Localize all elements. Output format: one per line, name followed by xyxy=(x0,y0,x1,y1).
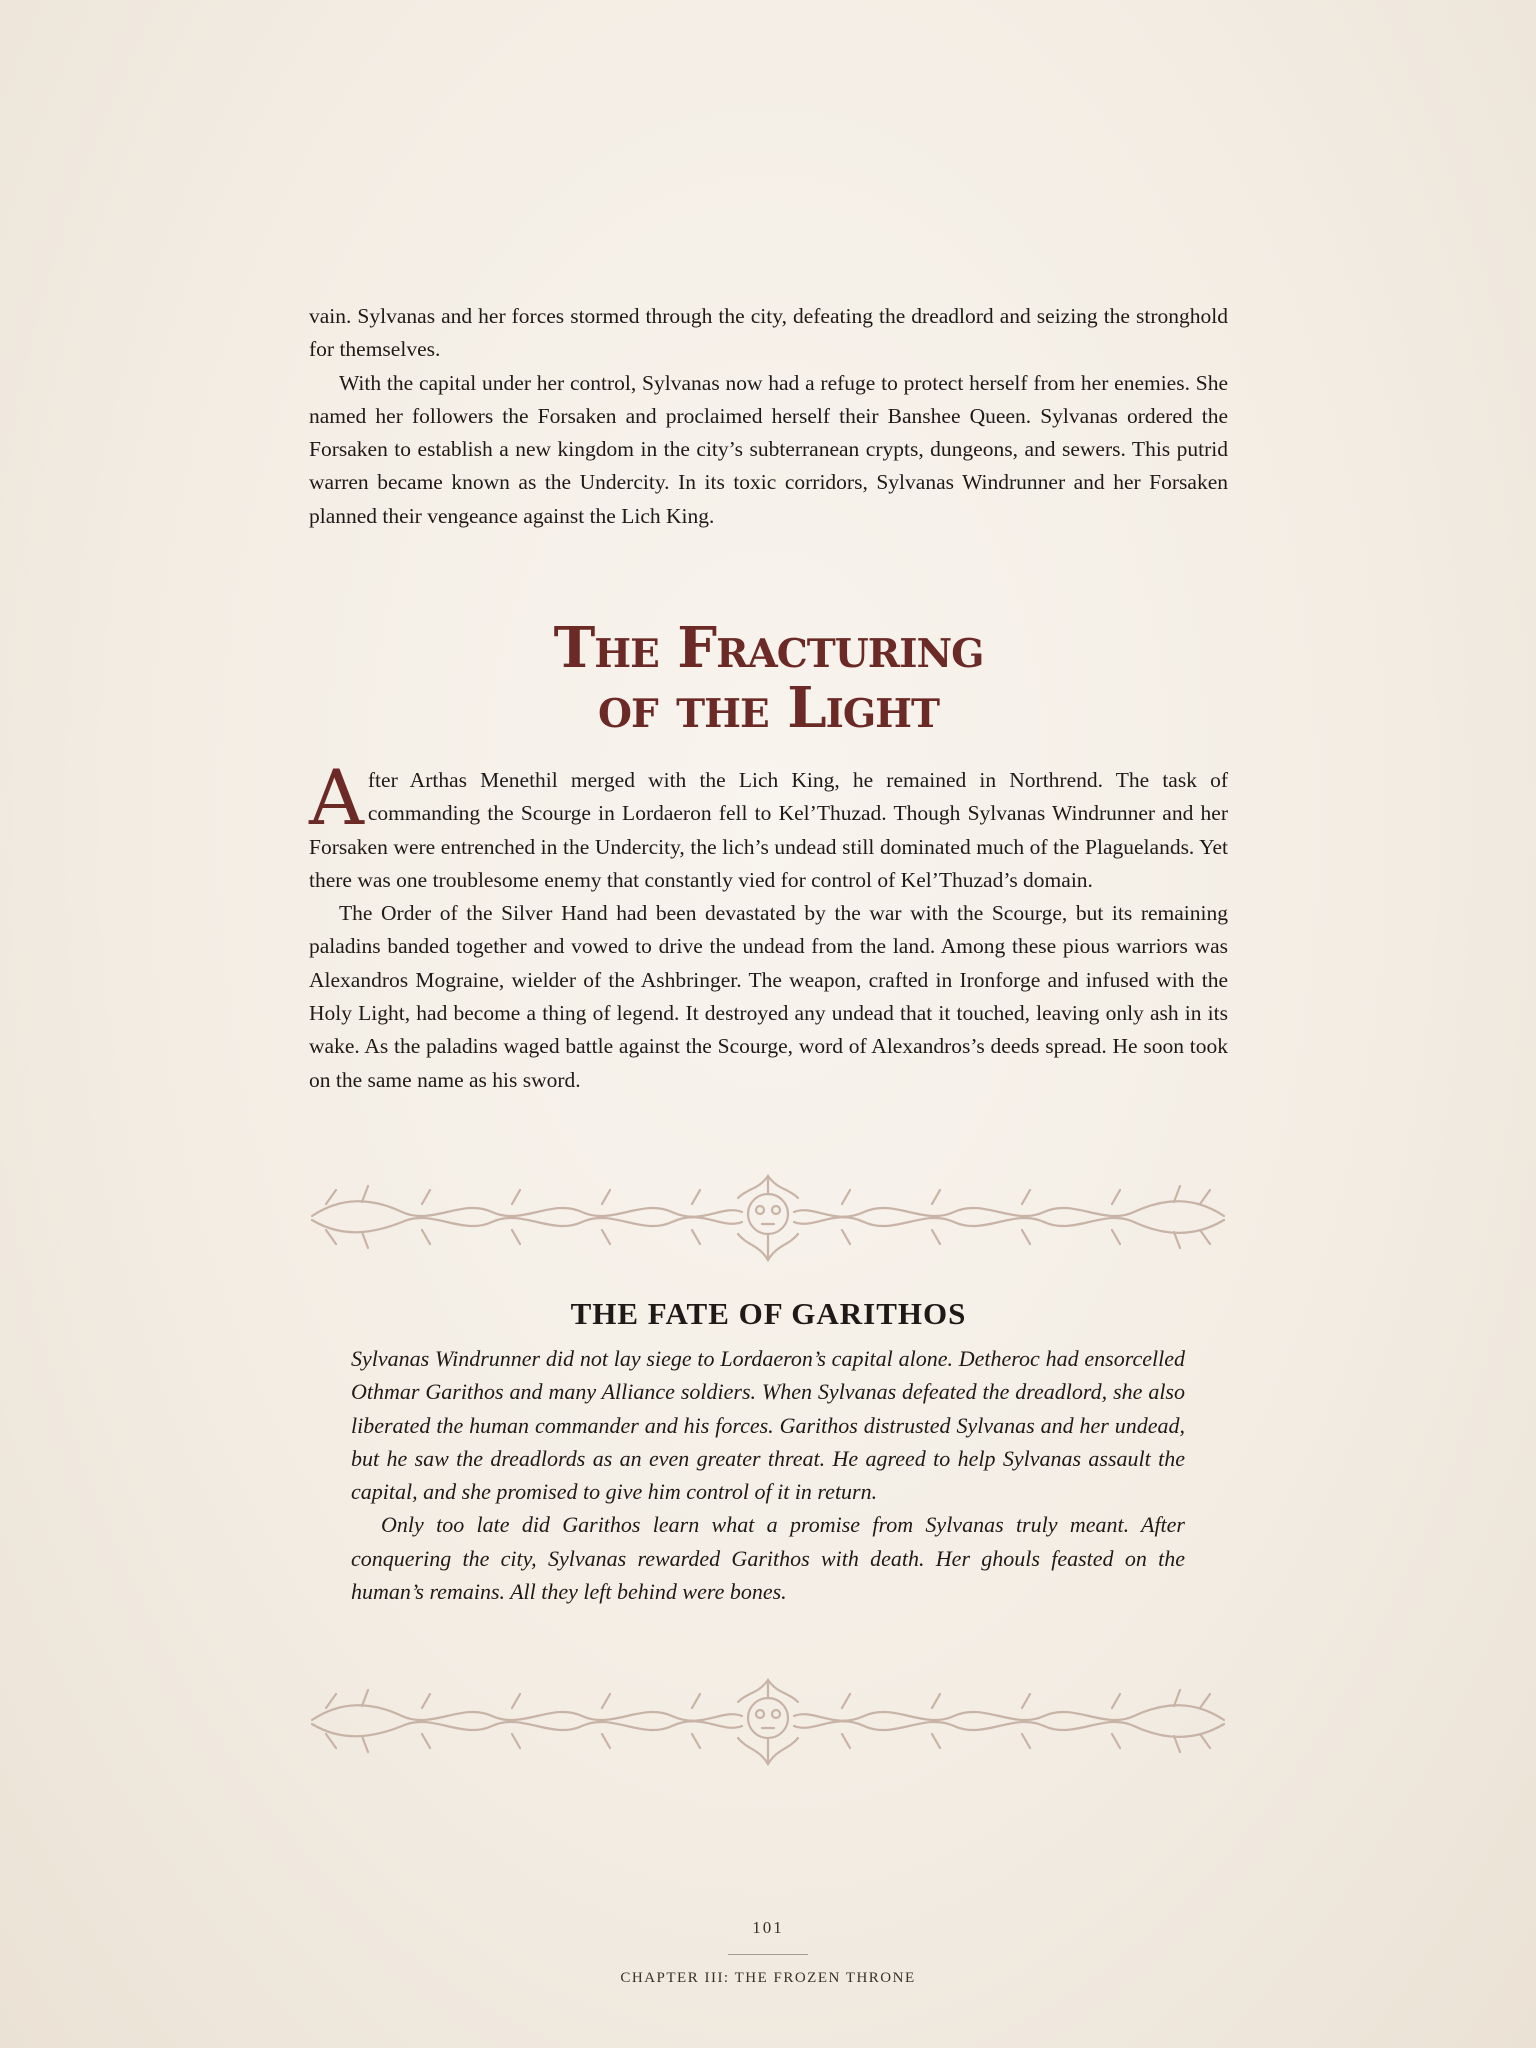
section-paragraph-1 xyxy=(309,753,1228,897)
section-heading-line-2: of the Light xyxy=(597,675,940,741)
footer-divider xyxy=(728,1954,808,1955)
chapter-running-footer: CHAPTER III: THE FROZEN THRONE xyxy=(620,1970,916,1986)
intro-paragraph-1: vain. Sylvanas and her forces stormed through the city, defeating the dreadlord and seizing the stronghold for themselves. xyxy=(309,304,1228,362)
sidebar-title: THE FATE OF GARITHOS xyxy=(570,1296,967,1331)
sidebar-paragraph-2: Only too late did Garithos learn what a promise from Sylvanas truly meant. After conquering the city, Sylvanas rewarded Garithos with death. Her ghouls feasted on the human’s remains. All they left behind were bones. xyxy=(351,1512,1185,1605)
sidebar-text-block xyxy=(351,1342,1185,1608)
section-heading xyxy=(309,615,1228,741)
intro-text-block xyxy=(309,300,1228,533)
section-heading-line-1: The Fracturing xyxy=(553,615,984,681)
page-number: 101 xyxy=(752,1918,784,1937)
section-paragraph-1-text: fter Arthas Menethil merged with the Lich King, he remained in Northrend. The task of commanding the Scourge in Lordaeron fell to Kel’Thuzad. Though Sylvanas Windrunner and her Forsaken were entrenched in the Undercity, the lich’s undead still dominated much of the Plaguelands. Yet there was one troublesome enemy that constantly vied for control of Kel’Thuzad’s domain. xyxy=(309,768,1228,892)
ornamental-divider-top xyxy=(302,1168,1234,1264)
drop-cap: A xyxy=(309,753,364,842)
ornamental-divider-bottom xyxy=(302,1672,1234,1768)
intro-paragraph-2: With the capital under her control, Sylvanas now had a refuge to protect herself from her enemies. She named her followers the Forsaken and proclaimed herself their Banshee Queen. Sylvanas ordered the Forsaken to establish a new kingdom in the city’s subterranean crypts, dungeons, and sewers. This putrid warren became known as the Undercity. In its toxic corridors, Sylvanas Windrunner and her Forsaken planned their vengeance against the Lich King. xyxy=(309,370,1228,528)
section-paragraph-2: The Order of the Silver Hand had been devastated by the war with the Scourge, but its remaining paladins banded together and vowed to drive the undead from the land. Among these pious warriors was Alexandros Mograine, wielder of the Ashbringer. The weapon, crafted in Ironforge and infused with the Holy Light, had become a thing of legend. It destroyed any undead that it touched, leaving only ash in its wake. As the paladins waged battle against the Scourge, word of Alexandros’s deeds spread. He soon took on the same name as his sword. xyxy=(309,901,1228,1092)
sidebar-paragraph-1: Sylvanas Windrunner did not lay siege to Lordaeron’s capital alone. Detheroc had ensorcelled Othmar Garithos and many Alliance soldiers. When Sylvanas defeated the dreadlord, she also liberated the human commander and his forces. Garithos distrusted Sylvanas and her undead, but he saw the dreadlords as an even greater threat. He agreed to help Sylvanas assault the capital, and she promised to give him control of it in return. xyxy=(351,1346,1185,1505)
section-text-block xyxy=(309,753,1228,1097)
